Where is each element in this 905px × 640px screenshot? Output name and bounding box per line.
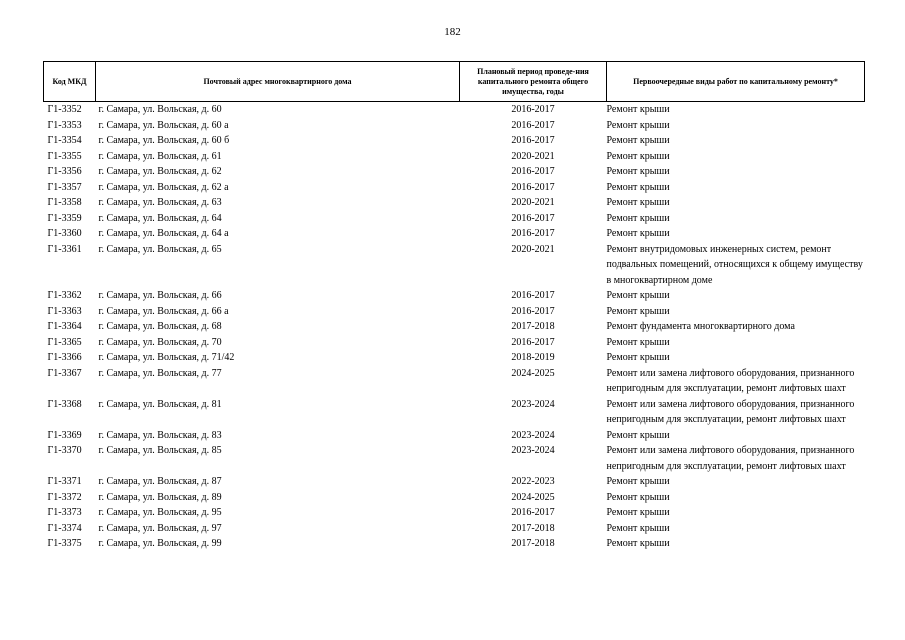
row-works: Ремонт крыши: [606, 507, 670, 518]
row-works: Ремонт крыши: [606, 290, 670, 301]
row-works: Ремонт внутридомовых инженерных систем, ремонт подвальных помещений, относящихся к общему имуществу в многоквартирном доме: [606, 243, 863, 286]
row-works: Ремонт крыши: [606, 336, 670, 348]
row-period: 2017-2018: [511, 522, 555, 534]
table-row: [44, 164, 865, 180]
row-address: г. Самара, ул. Вольская, д. 77: [98, 367, 222, 379]
table-row: [44, 288, 865, 304]
table-row: [44, 133, 865, 149]
row-address: г. Самара, ул. Вольская, д. 89: [98, 491, 222, 503]
row-works: Ремонт крыши: [606, 352, 670, 363]
table-row: [44, 490, 865, 506]
row-address: г. Самара, ул. Вольская, д. 71/42: [98, 352, 235, 363]
row-address: г. Самара, ул. Вольская, д. 81: [98, 398, 222, 410]
row-code: Г1-3362: [47, 290, 82, 301]
table-body: [44, 102, 865, 552]
row-code: Г1-3353: [47, 119, 82, 131]
row-period: 2017-2018: [511, 538, 555, 549]
table-row: [44, 474, 865, 490]
row-period: 2016-2017: [511, 507, 555, 518]
row-address: г. Самара, ул. Вольская, д. 64 а: [98, 228, 229, 239]
row-address: г. Самара, ул. Вольская, д. 62 а: [98, 181, 229, 193]
row-period: 2016-2017: [511, 305, 555, 317]
row-period: 2020-2021: [511, 243, 555, 255]
row-works: Ремонт крыши: [606, 522, 670, 534]
table-row: [44, 397, 865, 428]
table-row: [44, 366, 865, 397]
row-address: г. Самара, ул. Вольская, д. 68: [98, 321, 222, 332]
row-address: г. Самара, ул. Вольская, д. 95: [98, 507, 222, 518]
row-code: Г1-3358: [47, 197, 82, 208]
table-row: [44, 304, 865, 320]
table-row: [44, 350, 865, 366]
table-row: [44, 319, 865, 335]
row-address: г. Самара, ул. Вольская, д. 99: [98, 538, 222, 549]
page-number: 182: [444, 26, 461, 38]
row-period: 2017-2018: [511, 321, 555, 332]
row-period: 2016-2017: [511, 228, 555, 239]
row-address: г. Самара, ул. Вольская, д. 65: [98, 243, 222, 255]
row-code: Г1-3355: [47, 150, 82, 162]
row-address: г. Самара, ул. Вольская, д. 64: [98, 212, 222, 224]
row-works: Ремонт крыши: [606, 119, 670, 131]
row-works: Ремонт крыши: [606, 135, 670, 146]
row-period: 2024-2025: [511, 367, 555, 379]
row-code: Г1-3375: [47, 538, 82, 549]
table-row: [44, 195, 865, 211]
row-works: Ремонт крыши: [606, 197, 670, 208]
table-header: [44, 62, 865, 102]
row-code: Г1-3363: [47, 305, 82, 317]
row-works: Ремонт крыши: [606, 491, 670, 503]
header-code: Код МКД: [44, 62, 96, 102]
row-code: Г1-3364: [47, 321, 82, 332]
row-code: Г1-3372: [47, 491, 82, 503]
table-row: [44, 149, 865, 165]
row-works: Ремонт крыши: [606, 166, 670, 177]
row-works: Ремонт крыши: [606, 212, 670, 224]
row-code: Г1-3356: [47, 166, 82, 177]
row-code: Г1-3371: [47, 476, 82, 487]
table-row: [44, 505, 865, 521]
table-row: [44, 536, 865, 552]
row-works: Ремонт крыши: [606, 181, 670, 193]
row-code: Г1-3359: [47, 212, 82, 224]
row-code: Г1-3369: [47, 429, 82, 441]
row-code: Г1-3367: [47, 367, 82, 379]
table-row: [44, 443, 865, 474]
row-code: Г1-3360: [47, 228, 82, 239]
table-row: [44, 226, 865, 242]
row-works: Ремонт или замена лифтового оборудования, признанного непригодным для эксплуатации, ремонт лифтовых шахт: [606, 367, 855, 394]
table-row: [44, 211, 865, 227]
table-row: [44, 242, 865, 289]
row-address: г. Самара, ул. Вольская, д. 60 а: [98, 119, 229, 131]
row-works: Ремонт крыши: [606, 150, 670, 162]
table-row: [44, 118, 865, 134]
row-address: г. Самара, ул. Вольская, д. 70: [98, 336, 222, 348]
row-address: г. Самара, ул. Вольская, д. 85: [98, 445, 222, 456]
table-row: [44, 335, 865, 351]
row-address: г. Самара, ул. Вольская, д. 66 а: [98, 305, 229, 317]
row-works: Ремонт или замена лифтового оборудования, признанного непригодным для эксплуатации, ремонт лифтовых шахт: [606, 398, 855, 425]
row-address: г. Самара, ул. Вольская, д. 97: [98, 522, 222, 534]
table-row: [44, 180, 865, 196]
row-period: 2016-2017: [511, 290, 555, 301]
row-period: 2020-2021: [511, 197, 555, 208]
row-works: Ремонт крыши: [606, 305, 670, 317]
row-works: Ремонт крыши: [606, 476, 670, 487]
row-period: 2016-2017: [511, 104, 555, 115]
row-period: 2018-2019: [511, 352, 555, 363]
row-address: г. Самара, ул. Вольская, д. 61: [98, 150, 222, 162]
row-period: 2024-2025: [511, 491, 555, 503]
header-period: Плановый период проведе-ния капитального ремонта общего имущества, годы: [460, 62, 607, 102]
row-period: 2016-2017: [511, 212, 555, 224]
row-period: 2016-2017: [511, 336, 555, 348]
row-works: Ремонт крыши: [606, 228, 670, 239]
row-code: Г1-3374: [47, 522, 82, 534]
repair-plan-table: [43, 61, 865, 552]
row-code: Г1-3361: [47, 243, 82, 255]
row-address: г. Самара, ул. Вольская, д. 60 б: [98, 135, 230, 146]
table-row: [44, 428, 865, 444]
row-works: Ремонт крыши: [606, 429, 670, 441]
row-address: г. Самара, ул. Вольская, д. 66: [98, 290, 222, 301]
row-works: Ремонт крыши: [606, 538, 670, 549]
row-works: Ремонт или замена лифтового оборудования, признанного непригодным для эксплуатации, ремонт лифтовых шахт: [606, 445, 855, 472]
row-code: Г1-3354: [47, 135, 82, 146]
row-works: Ремонт крыши: [606, 104, 670, 115]
row-period: 2023-2024: [511, 429, 555, 441]
row-code: Г1-3366: [47, 352, 82, 363]
row-address: г. Самара, ул. Вольская, д. 83: [98, 429, 222, 441]
row-period: 2023-2024: [511, 398, 555, 410]
table-row: [44, 102, 865, 118]
row-code: Г1-3370: [47, 445, 82, 456]
row-code: Г1-3368: [47, 398, 82, 410]
row-period: 2023-2024: [511, 445, 555, 456]
header-works: Первоочередные виды работ по капитальному ремонту*: [607, 62, 865, 102]
row-works: Ремонт фундамента многоквартирного дома: [606, 321, 795, 332]
row-code: Г1-3373: [47, 507, 82, 518]
row-code: Г1-3357: [47, 181, 82, 193]
row-period: 2016-2017: [511, 181, 555, 193]
row-address: г. Самара, ул. Вольская, д. 63: [98, 197, 222, 208]
table-row: [44, 521, 865, 537]
header-address: Почтовый адрес многоквартирного дома: [96, 62, 460, 102]
row-address: г. Самара, ул. Вольская, д. 87: [98, 476, 222, 487]
header-row: [44, 62, 865, 102]
row-period: 2022-2023: [511, 476, 555, 487]
row-code: Г1-3365: [47, 336, 82, 348]
row-address: г. Самара, ул. Вольская, д. 60: [98, 104, 222, 115]
row-period: 2016-2017: [511, 166, 555, 177]
row-address: г. Самара, ул. Вольская, д. 62: [98, 166, 222, 177]
row-code: Г1-3352: [47, 104, 82, 115]
row-period: 2020-2021: [511, 150, 555, 162]
row-period: 2016-2017: [511, 119, 555, 131]
row-period: 2016-2017: [511, 135, 555, 146]
